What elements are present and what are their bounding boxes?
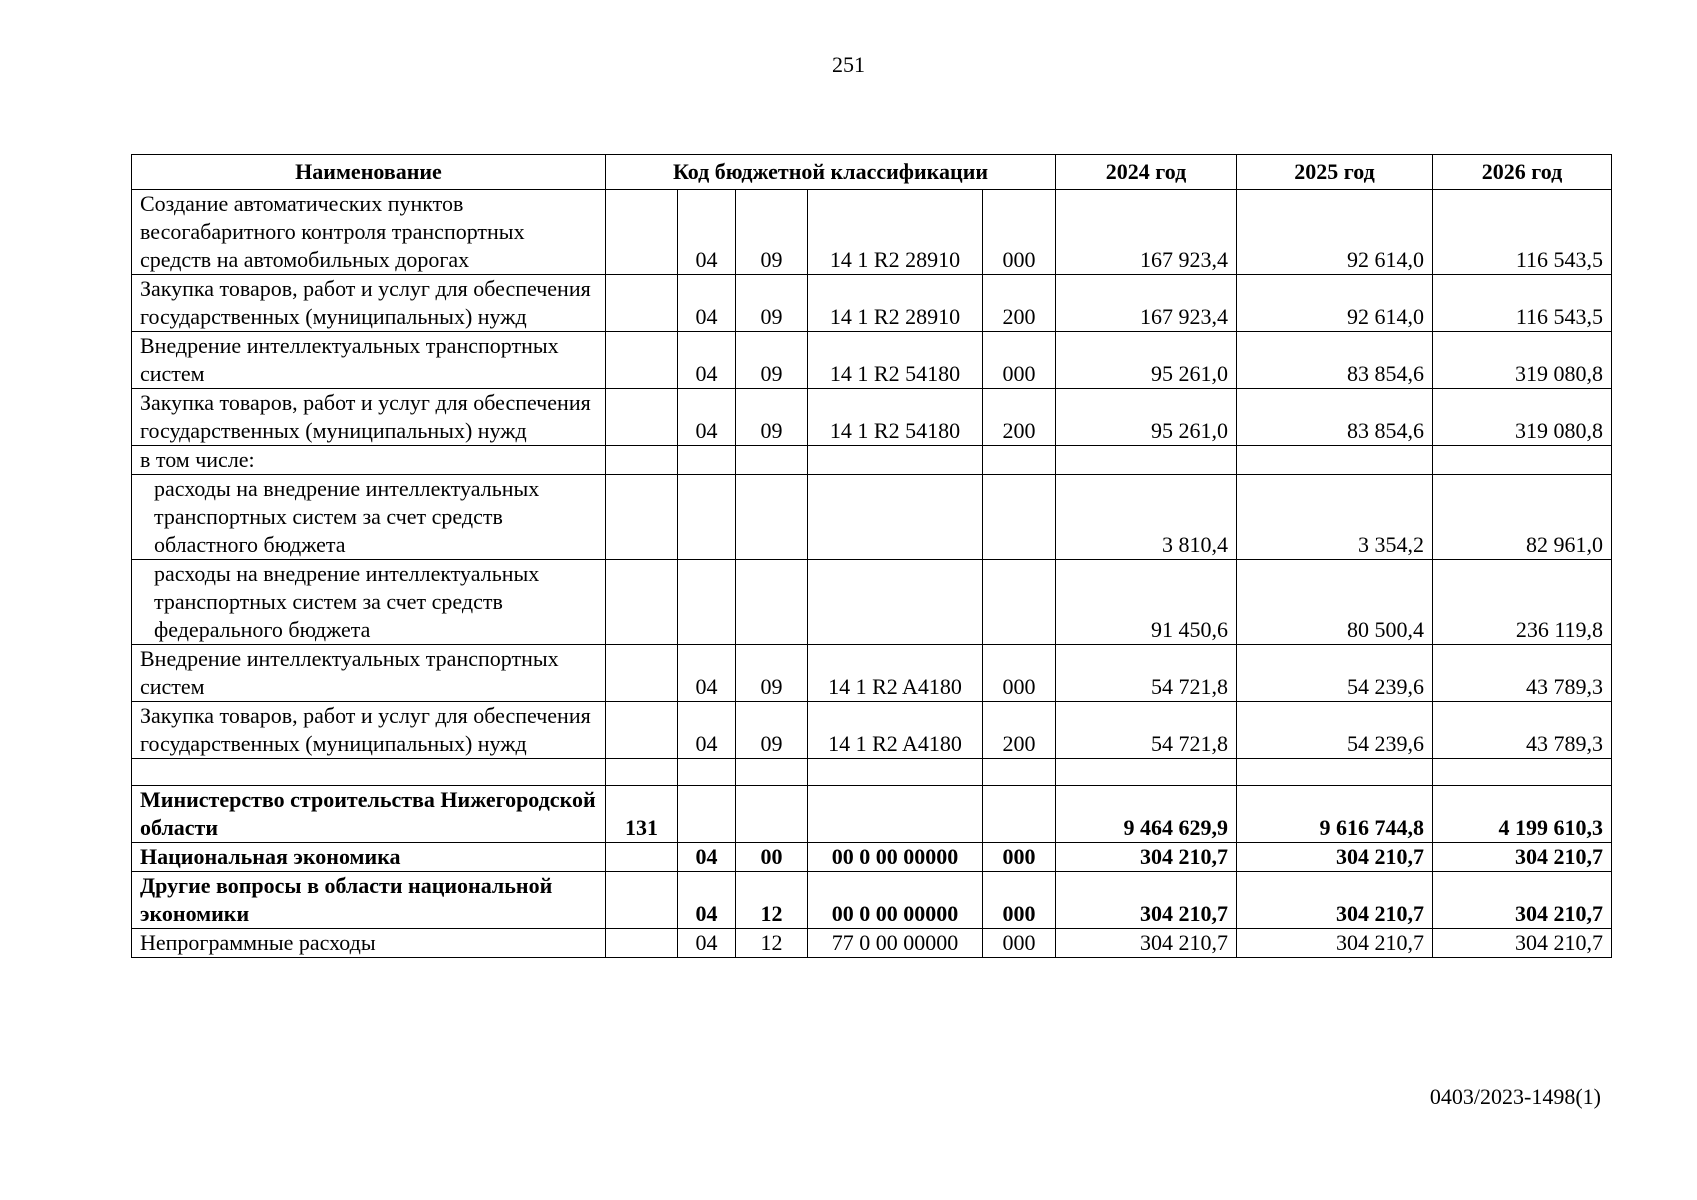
table-row: [132, 389, 1612, 446]
row-pr: [736, 475, 808, 560]
table-row: [132, 702, 1612, 759]
row-2024: 167 923,4: [1056, 190, 1237, 275]
row-2025: 304 210,7: [1237, 872, 1433, 929]
row-vr: 200: [983, 389, 1056, 446]
row-2025: 83 854,6: [1237, 389, 1433, 446]
row-grbs: [606, 332, 678, 389]
row-2024: 3 810,4: [1056, 475, 1237, 560]
row-pr: [736, 759, 808, 786]
row-vr: [983, 759, 1056, 786]
row-2024: 9 464 629,9: [1056, 786, 1237, 843]
row-2026: 304 210,7: [1433, 843, 1612, 872]
row-2024: 54 721,8: [1056, 645, 1237, 702]
page-number: 251: [832, 52, 865, 77]
row-name: расходы на внедрение интеллектуальных транспортных систем за счет средств федерального бюджета: [132, 560, 606, 645]
row-vr: 200: [983, 702, 1056, 759]
row-pr: 09: [736, 275, 808, 332]
row-2024: 95 261,0: [1056, 332, 1237, 389]
row-rz: 04: [678, 645, 736, 702]
table-row: [132, 446, 1612, 475]
row-csr: [808, 759, 983, 786]
header-name: Наименование: [132, 155, 606, 190]
row-2025: [1237, 446, 1433, 475]
row-2026: 4 199 610,3: [1433, 786, 1612, 843]
table-row: [132, 759, 1612, 786]
row-grbs: [606, 446, 678, 475]
row-rz: 04: [678, 702, 736, 759]
row-2024: 167 923,4: [1056, 275, 1237, 332]
row-vr: [983, 475, 1056, 560]
row-2025: 54 239,6: [1237, 702, 1433, 759]
row-rz: 04: [678, 929, 736, 958]
row-grbs: [606, 560, 678, 645]
row-2025: 304 210,7: [1237, 929, 1433, 958]
row-rz: [678, 446, 736, 475]
row-grbs: [606, 645, 678, 702]
table-row: [132, 843, 1612, 872]
table-header-row: [132, 155, 1612, 190]
row-grbs: [606, 389, 678, 446]
row-2026: [1433, 759, 1612, 786]
row-name: Внедрение интеллектуальных транспортных систем: [132, 332, 606, 389]
row-2024: [1056, 446, 1237, 475]
row-rz: 04: [678, 332, 736, 389]
row-2026: 116 543,5: [1433, 190, 1612, 275]
row-vr: 000: [983, 645, 1056, 702]
table-row: [132, 560, 1612, 645]
row-grbs: [606, 929, 678, 958]
row-2025: 304 210,7: [1237, 843, 1433, 872]
row-2025: [1237, 759, 1433, 786]
row-pr: 12: [736, 929, 808, 958]
row-name: Непрограммные расходы: [132, 929, 606, 958]
row-2026: [1433, 446, 1612, 475]
row-csr: [808, 786, 983, 843]
row-vr: [983, 446, 1056, 475]
row-name: в том числе:: [132, 446, 606, 475]
row-name: [132, 759, 606, 786]
row-pr: 09: [736, 332, 808, 389]
row-vr: 000: [983, 190, 1056, 275]
row-2024: 91 450,6: [1056, 560, 1237, 645]
document-code: 0403/2023-1498(1): [1429, 1084, 1601, 1109]
row-2026: 304 210,7: [1433, 872, 1612, 929]
row-vr: 000: [983, 872, 1056, 929]
table-row: [132, 275, 1612, 332]
row-csr: 00 0 00 00000: [808, 872, 983, 929]
row-rz: [678, 560, 736, 645]
row-2025: 54 239,6: [1237, 645, 1433, 702]
row-2024: 95 261,0: [1056, 389, 1237, 446]
row-csr: [808, 446, 983, 475]
row-grbs: [606, 275, 678, 332]
row-csr: 14 1 R2 A4180: [808, 645, 983, 702]
row-grbs: 131: [606, 786, 678, 843]
row-vr: 000: [983, 332, 1056, 389]
row-pr: [736, 446, 808, 475]
row-pr: [736, 786, 808, 843]
row-name: Министерство строительства Нижегородской области: [132, 786, 606, 843]
row-name: Национальная экономика: [132, 843, 606, 872]
row-2025: 3 354,2: [1237, 475, 1433, 560]
row-name: Другие вопросы в области национальной экономики: [132, 872, 606, 929]
header-2025: 2025 год: [1237, 155, 1433, 190]
row-csr: 77 0 00 00000: [808, 929, 983, 958]
row-grbs: [606, 702, 678, 759]
row-grbs: [606, 190, 678, 275]
table-row: [132, 645, 1612, 702]
row-2026: 304 210,7: [1433, 929, 1612, 958]
table-row: [132, 929, 1612, 958]
row-pr: 12: [736, 872, 808, 929]
row-2026: 236 119,8: [1433, 560, 1612, 645]
row-grbs: [606, 872, 678, 929]
row-rz: [678, 759, 736, 786]
row-rz: 04: [678, 389, 736, 446]
row-name: Закупка товаров, работ и услуг для обеспечения государственных (муниципальных) нужд: [132, 275, 606, 332]
row-rz: 04: [678, 843, 736, 872]
row-name: Закупка товаров, работ и услуг для обеспечения государственных (муниципальных) нужд: [132, 702, 606, 759]
row-rz: 04: [678, 872, 736, 929]
row-pr: 09: [736, 645, 808, 702]
row-2024: 304 210,7: [1056, 929, 1237, 958]
row-csr: 14 1 R2 54180: [808, 332, 983, 389]
row-2025: 80 500,4: [1237, 560, 1433, 645]
row-2025: 83 854,6: [1237, 332, 1433, 389]
table-row: [132, 190, 1612, 275]
row-2024: [1056, 759, 1237, 786]
row-vr: [983, 786, 1056, 843]
row-rz: 04: [678, 190, 736, 275]
row-2024: 304 210,7: [1056, 843, 1237, 872]
header-budget-code: Код бюджетной классификации: [606, 155, 1056, 190]
row-name: Закупка товаров, работ и услуг для обеспечения государственных (муниципальных) нужд: [132, 389, 606, 446]
row-name: Создание автоматических пунктов весогабаритного контроля транспортных средств на автомобильных дорогах: [132, 190, 606, 275]
row-csr: 14 1 R2 28910: [808, 275, 983, 332]
row-pr: 09: [736, 389, 808, 446]
row-pr: 09: [736, 190, 808, 275]
row-2024: 54 721,8: [1056, 702, 1237, 759]
table-row: [132, 872, 1612, 929]
table-row: [132, 332, 1612, 389]
row-2026: 319 080,8: [1433, 389, 1612, 446]
row-pr: [736, 560, 808, 645]
row-rz: 04: [678, 275, 736, 332]
row-2026: 319 080,8: [1433, 332, 1612, 389]
row-2026: 43 789,3: [1433, 645, 1612, 702]
row-grbs: [606, 475, 678, 560]
row-rz: [678, 475, 736, 560]
row-csr: 14 1 R2 A4180: [808, 702, 983, 759]
row-vr: 000: [983, 843, 1056, 872]
row-2024: 304 210,7: [1056, 872, 1237, 929]
row-grbs: [606, 843, 678, 872]
row-grbs: [606, 759, 678, 786]
budget-table: [131, 154, 1612, 958]
row-2026: 116 543,5: [1433, 275, 1612, 332]
row-vr: [983, 560, 1056, 645]
row-csr: 00 0 00 00000: [808, 843, 983, 872]
row-2025: 92 614,0: [1237, 190, 1433, 275]
row-csr: [808, 560, 983, 645]
row-2026: 43 789,3: [1433, 702, 1612, 759]
row-2025: 92 614,0: [1237, 275, 1433, 332]
row-rz: [678, 786, 736, 843]
row-vr: 000: [983, 929, 1056, 958]
row-csr: 14 1 R2 54180: [808, 389, 983, 446]
row-csr: [808, 475, 983, 560]
table-row: [132, 475, 1612, 560]
header-2024: 2024 год: [1056, 155, 1237, 190]
row-2025: 9 616 744,8: [1237, 786, 1433, 843]
table-row: [132, 786, 1612, 843]
row-vr: 200: [983, 275, 1056, 332]
row-name: расходы на внедрение интеллектуальных транспортных систем за счет средств областного бюджета: [132, 475, 606, 560]
header-2026: 2026 год: [1433, 155, 1612, 190]
row-pr: 09: [736, 702, 808, 759]
row-pr: 00: [736, 843, 808, 872]
row-2026: 82 961,0: [1433, 475, 1612, 560]
row-csr: 14 1 R2 28910: [808, 190, 983, 275]
row-name: Внедрение интеллектуальных транспортных систем: [132, 645, 606, 702]
